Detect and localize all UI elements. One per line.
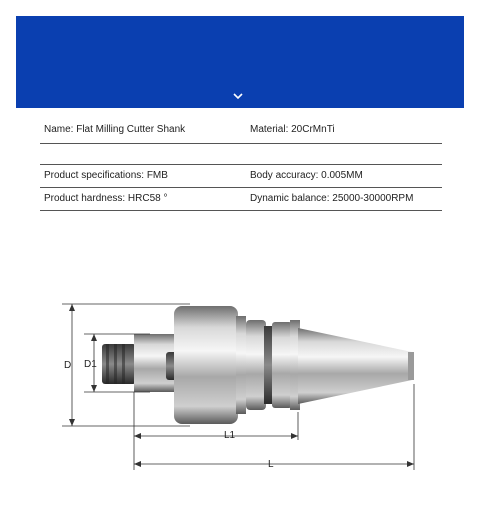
tool-holder-image xyxy=(102,306,414,424)
spec-row-specification xyxy=(40,165,442,188)
spec-material: Material: 20CrMnTi xyxy=(250,124,335,135)
spec-row-name xyxy=(40,119,442,144)
spec-balance: Dynamic balance: 25000-30000RPM xyxy=(250,193,414,204)
dim-label-D1: D1 xyxy=(84,359,97,370)
tool-holder-drawing xyxy=(0,280,480,514)
spec-name: Name: Flat Milling Cutter Shank xyxy=(44,124,186,135)
spec-row-hardness xyxy=(40,188,442,211)
dim-label-L1: L1 xyxy=(224,430,236,441)
dim-label-L: L xyxy=(268,459,274,470)
spec-table xyxy=(40,119,442,211)
spec-accuracy: Body accuracy: 0.005MM xyxy=(250,170,363,181)
dim-label-D: D xyxy=(64,360,72,371)
spec-divider xyxy=(40,144,442,165)
spec-hardness: Product hardness: HRC58 ° xyxy=(44,193,168,204)
chevron-down-icon[interactable] xyxy=(231,91,245,101)
spec-specification: Product specifications: FMB xyxy=(44,170,168,181)
